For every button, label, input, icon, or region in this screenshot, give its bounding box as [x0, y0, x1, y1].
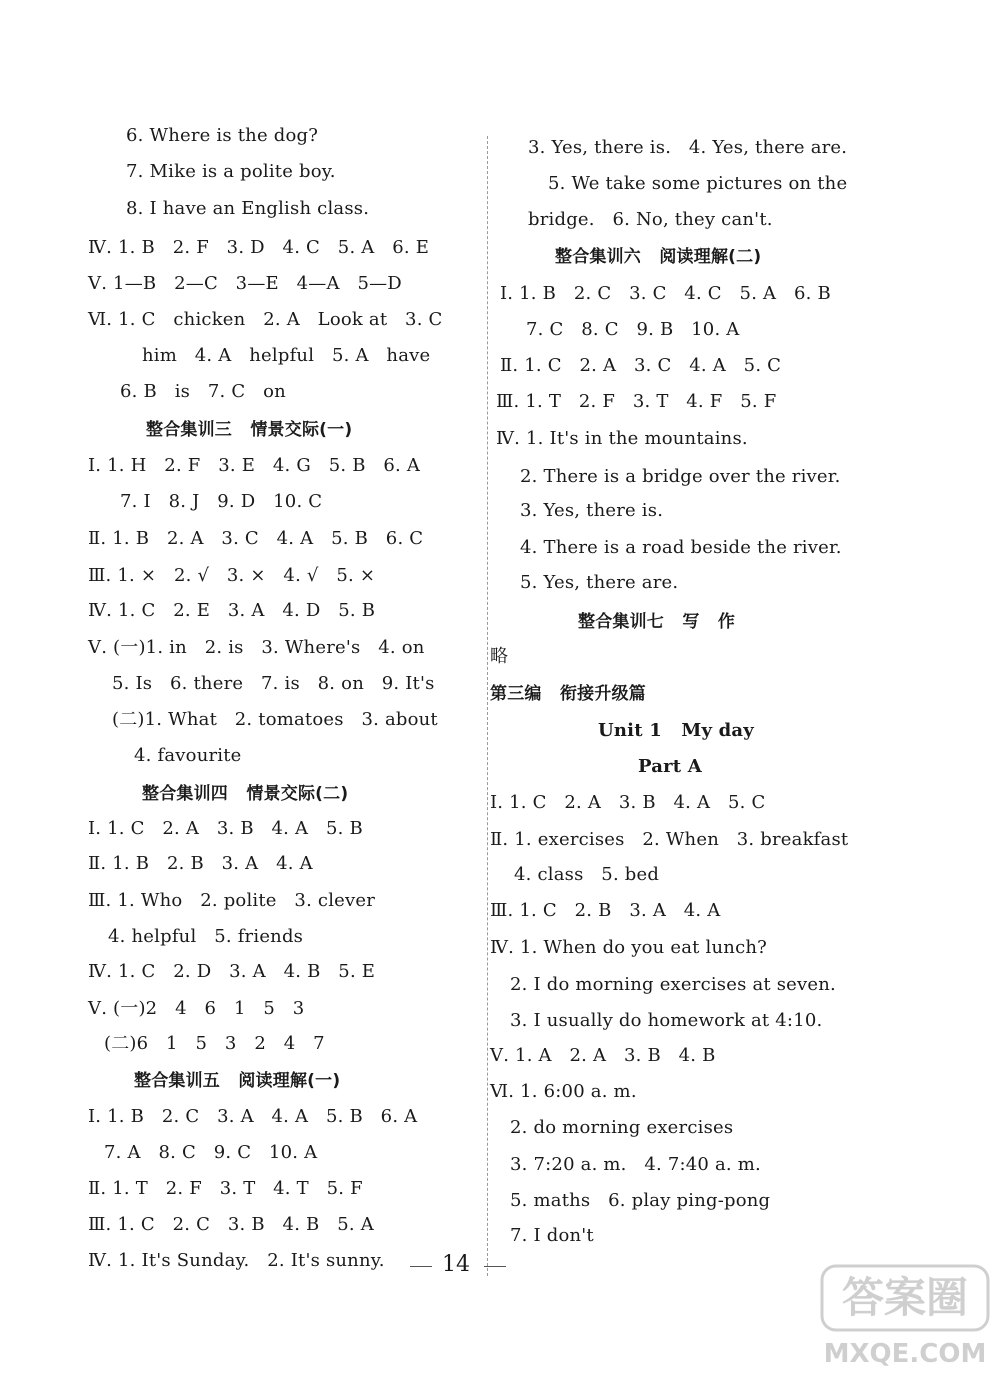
answer-line: Ⅵ. 1. 6:00 a. m.: [490, 1081, 637, 1102]
answer-line: Ⅳ. 1. It's in the mountains.: [496, 428, 748, 449]
answer-line: 略: [490, 646, 509, 667]
watermark-text-bottom: MXQE.COM: [823, 1339, 987, 1369]
answer-line: 5. Is 6. there 7. is 8. on 9. It's: [112, 673, 435, 694]
answer-line: 5. We take some pictures on the: [548, 173, 848, 194]
answer-line: 6. B is 7. C on: [120, 381, 286, 402]
answer-line: 4. There is a road beside the river.: [520, 537, 842, 558]
page-number-dash-right: [484, 1266, 506, 1267]
answer-line: Ⅱ. 1. B 2. B 3. A 4. A: [88, 853, 313, 874]
watermark-text-top: 答案圈: [841, 1273, 969, 1322]
answer-line: 3. Yes, there is.: [520, 500, 664, 521]
section-heading: 整合集训七 写 作: [578, 612, 736, 632]
answer-line: Ⅳ. 1. When do you eat lunch?: [490, 937, 767, 958]
answer-line: 5. maths 6. play ping-pong: [510, 1190, 771, 1211]
answer-line: Ⅰ. 1. C 2. A 3. B 4. A 5. B: [88, 818, 363, 839]
answer-line: Ⅴ. (一)2 4 6 1 5 3: [88, 998, 305, 1019]
answer-line: Ⅰ. 1. B 2. C 3. C 4. C 5. A 6. B: [500, 283, 831, 304]
answer-line: 3. 7:20 a. m. 4. 7:40 a. m.: [510, 1154, 761, 1175]
answer-line: 6. Where is the dog?: [126, 125, 319, 146]
answer-line: him 4. A helpful 5. A have: [142, 345, 431, 366]
answer-line: 2. There is a bridge over the river.: [520, 466, 841, 487]
column-divider: [487, 136, 488, 1276]
unit-heading: Unit 1 My day: [598, 720, 754, 741]
answer-line: Ⅱ. 1. T 2. F 3. T 4. T 5. F: [88, 1178, 363, 1199]
answer-line: 7. A 8. C 9. C 10. A: [104, 1142, 318, 1163]
answer-line: 7. Mike is a polite boy.: [126, 161, 336, 182]
watermark-logo: [820, 1262, 990, 1372]
answer-line: Ⅳ. 1. It's Sunday. 2. It's sunny.: [88, 1250, 385, 1271]
answer-line: 4. helpful 5. friends: [108, 926, 304, 947]
answer-line: Ⅰ. 1. B 2. C 3. A 4. A 5. B 6. A: [88, 1106, 418, 1127]
answer-line: 2. do morning exercises: [510, 1117, 734, 1138]
answer-line: Ⅴ. (一)1. in 2. is 3. Where's 4. on: [88, 637, 425, 658]
answer-line: Ⅳ. 1. B 2. F 3. D 4. C 5. A 6. E: [88, 237, 430, 258]
answer-line: Ⅰ. 1. H 2. F 3. E 4. G 5. B 6. A: [88, 455, 421, 476]
answer-line: Ⅲ. 1. T 2. F 3. T 4. F 5. F: [496, 391, 777, 412]
part-a-heading: Part A: [638, 756, 702, 777]
answer-line: 7. I 8. J 9. D 10. C: [120, 491, 323, 512]
answer-line: Ⅲ. 1. C 2. B 3. A 4. A: [490, 900, 721, 921]
page-number-dash-left: [410, 1266, 432, 1267]
answer-line: 3. Yes, there is. 4. Yes, there are.: [528, 137, 848, 158]
answer-line: 7. I don't: [510, 1225, 594, 1246]
answer-line: (二)1. What 2. tomatoes 3. about: [112, 709, 438, 730]
section-heading: 整合集训三 情景交际(一): [146, 420, 353, 440]
section-heading: 整合集训六 阅读理解(二): [555, 247, 762, 267]
part-heading: 第三编 衔接升级篇: [490, 684, 646, 704]
answer-line: Ⅰ. 1. C 2. A 3. B 4. A 5. C: [490, 792, 766, 813]
answer-line: 4. class 5. bed: [514, 864, 660, 885]
answer-line: Ⅴ. 1—B 2—C 3—E 4—A 5—D: [88, 273, 402, 294]
answer-line: Ⅱ. 1. B 2. A 3. C 4. A 5. B 6. C: [88, 528, 424, 549]
page-number: 14: [442, 1252, 470, 1277]
answer-line: Ⅳ. 1. C 2. E 3. A 4. D 5. B: [88, 600, 376, 621]
section-heading: 整合集训五 阅读理解(一): [134, 1071, 341, 1091]
answer-line: Ⅲ. 1. C 2. C 3. B 4. B 5. A: [88, 1214, 374, 1235]
answer-line: 8. I have an English class.: [126, 198, 370, 219]
section-heading: 整合集训四 情景交际(二): [142, 784, 349, 804]
answer-line: 3. I usually do homework at 4:10.: [510, 1010, 823, 1031]
answer-line: Ⅳ. 1. C 2. D 3. A 4. B 5. E: [88, 961, 376, 982]
answer-line: 2. I do morning exercises at seven.: [510, 974, 836, 995]
answer-line: bridge. 6. No, they can't.: [528, 209, 773, 230]
answer-line: Ⅴ. 1. A 2. A 3. B 4. B: [490, 1045, 716, 1066]
answer-line: Ⅱ. 1. exercises 2. When 3. breakfast: [490, 829, 849, 850]
answer-line: Ⅵ. 1. C chicken 2. A Look at 3. C: [88, 309, 443, 330]
answer-line: Ⅲ. 1. Who 2. polite 3. clever: [88, 890, 376, 911]
answer-line: 7. C 8. C 9. B 10. A: [526, 319, 740, 340]
answer-line: 4. favourite: [134, 745, 242, 766]
answer-line: 5. Yes, there are.: [520, 572, 679, 593]
answer-line: (二)6 1 5 3 2 4 7: [104, 1033, 325, 1054]
answer-line: Ⅱ. 1. C 2. A 3. C 4. A 5. C: [500, 355, 782, 376]
answer-line: Ⅲ. 1. × 2. √ 3. × 4. √ 5. ×: [88, 565, 376, 586]
